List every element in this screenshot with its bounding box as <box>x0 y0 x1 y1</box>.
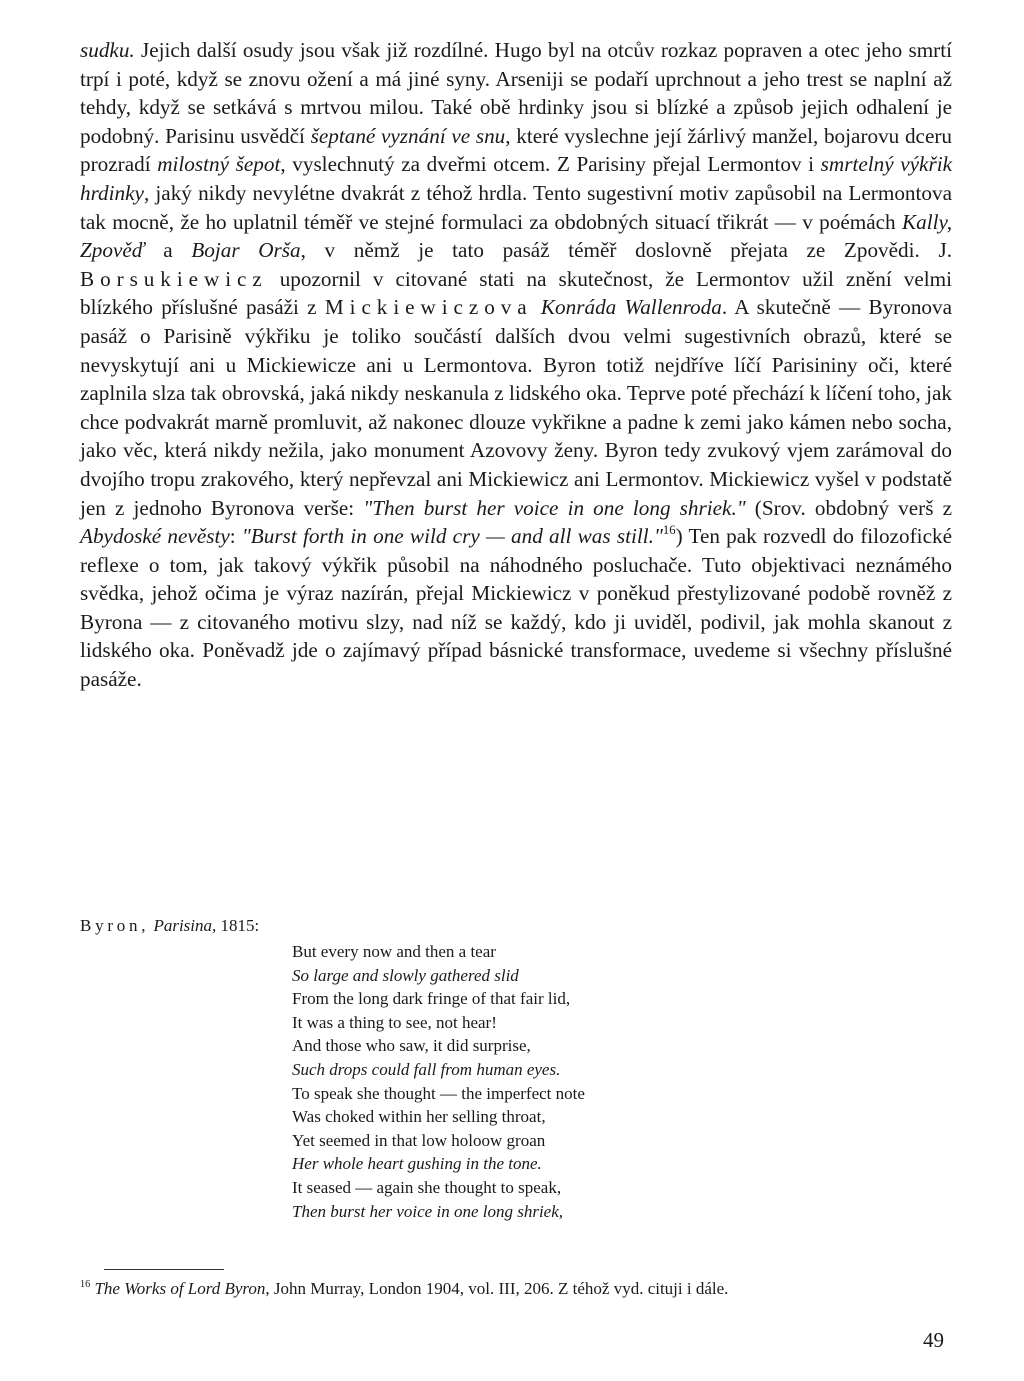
footnote-rule <box>104 1269 224 1270</box>
text-run: , jaký nikdy nevylétne dvakrát z téhož hrdla. Tento sugestivní motiv zapůsobil na Lermontova tak mocně, že ho uplatnil téměř ve stejné formulaci za obdobných situací třikrát — v poémách <box>80 180 952 234</box>
footnote-number: 16 <box>80 1278 91 1290</box>
emphasis: Kally, Zpověď <box>80 209 952 263</box>
emphasis: šeptané vyznání ve snu <box>310 123 506 148</box>
poem-line: From the long dark fringe of that fair lid, <box>292 989 571 1009</box>
text-run <box>533 295 541 319</box>
footnote-title: The Works of Lord Byron <box>94 1279 266 1298</box>
footnote <box>80 1277 952 1301</box>
text-run: a <box>144 238 192 263</box>
text-run: , které vyslechne její žárlivý manžel, bojarovu dceru prozradí <box>80 123 952 177</box>
text-run: upozornil v citované stati na skutečnost, že Lermontov užil znění velmi blízkého příslušné pasáži z <box>80 266 952 320</box>
footnote-text: , John Murray, London 1904, vol. III, 206. Z téhož vyd. cituji i dále. <box>265 1279 729 1298</box>
spaced-name: Borsukiewicz <box>80 266 268 291</box>
text-run: , vyslechnutý za dveřmi otcem. Z Parisiny přejal Lermontov i <box>280 152 821 177</box>
spaced-name: Mickiewiczova <box>324 295 533 320</box>
poem-line: Her whole heart gushing in the tone. <box>292 1154 542 1174</box>
poem-line: To speak she thought — the imperfect note <box>292 1083 585 1103</box>
emphasis: sudku. <box>80 38 135 62</box>
page-number: 49 <box>923 1328 944 1352</box>
text-run: , v němž je tato pasáž téměř doslovně přejata ze Zpovědi. J. <box>300 238 952 263</box>
poem-line: Was choked within her selling throat, <box>292 1107 546 1127</box>
emphasis: Bojar Orša <box>191 238 301 263</box>
source-year: 1815: <box>220 916 260 935</box>
poem-quotation <box>292 940 585 1223</box>
text-run: . A skutečně — Byronova pasáž o Parisině výkřiku je toliko součástí dalších dvou velmi sugestivních obrazů, které se nevyskytují ani u Mickiewicze ani u Lermontova. Byron totiž nejdříve líčí Parisininy oči, které zaplnila slza tak obrovská, jaká nikdy neskanula z lidského oka. Teprve poté přechází k líčení toho, jak chce podvakrát marně promluvit, až nakonec dlouze vykřikne a padne k zemi jako kámen nebo socha, jako věc, která nikdy nežila, jako monument Azovovy ženy. Byron tedy zvukový vjem zarámoval do dvojího tropu zrakového, který nepřevzal ani Mickiewicz ani Lermontov. Mickiewicz vyšel v podstatě jen z jednoho Byronova verše: <box>80 295 953 520</box>
text-run: : <box>229 524 242 549</box>
poem-line: Then burst her voice in one long shriek, <box>292 1201 564 1221</box>
emphasis: Konráda Wallenroda <box>540 295 722 320</box>
source-work: Parisina, <box>153 916 217 935</box>
poem-line: It seased — again she thought to speak, <box>292 1177 562 1197</box>
emphasis: "Burst forth in one wild cry — and all was still." <box>241 524 663 549</box>
emphasis: Abydoské nevěsty <box>80 524 230 549</box>
poem-line: It was a thing to see, not hear! <box>292 1012 497 1032</box>
poem-line: Such drops could fall from human eyes. <box>292 1059 561 1079</box>
page <box>80 36 953 1298</box>
poem-line: But every now and then a tear <box>292 942 496 961</box>
poem-line: So large and slowly gathered slid <box>292 965 519 985</box>
text-run: (Srov. obdobný verš z <box>745 495 952 520</box>
poem-line: Yet seemed in that low holoow groan <box>292 1130 546 1150</box>
text-run: ) Ten pak rozvedl do filozofické reflexe o tom, jak takový výkřik působil na náhodného posluchače. Tuto objektivaci neznámého svědka, jehož očima je výraz nazírán, přejal Mickiewicz v poněkud přestylizované podobě rovněž z Byrona — z citovaného motivu slzy, nad níž se každý, kdo ji uviděl, podivil, jak mohla skanout z lidského oka. Poněvadž jde o zajímavý případ básnické transformace, uvedeme si všechny příslušné pasáže. <box>80 524 952 692</box>
emphasis: smrtelný výkřik hrdinky <box>80 152 952 205</box>
poem-source <box>80 916 259 936</box>
text-run: Jejich další osudy jsou však již rozdílné. Hugo byl na otcův rozkaz popraven a otec jeho smrtí trpí i poté, když se znovu ožení a má jiné syny. Arseniji se podaří uprchnout a jeho trest se naplní až tehdy, když se setkává s mrtvou milou. Také obě hrdinky jsou si blízké a způsob jejich odhalení je podobný. Parisinu usvědčí <box>80 38 952 148</box>
footnote-ref: 16 <box>662 523 676 538</box>
source-author: Byron, <box>80 916 150 935</box>
poem-line: And those who saw, it did surprise, <box>292 1036 531 1056</box>
emphasis: milostný šepot <box>157 152 281 177</box>
emphasis: "Then burst her voice in one long shriek." <box>363 495 746 520</box>
body-paragraph <box>80 36 952 694</box>
